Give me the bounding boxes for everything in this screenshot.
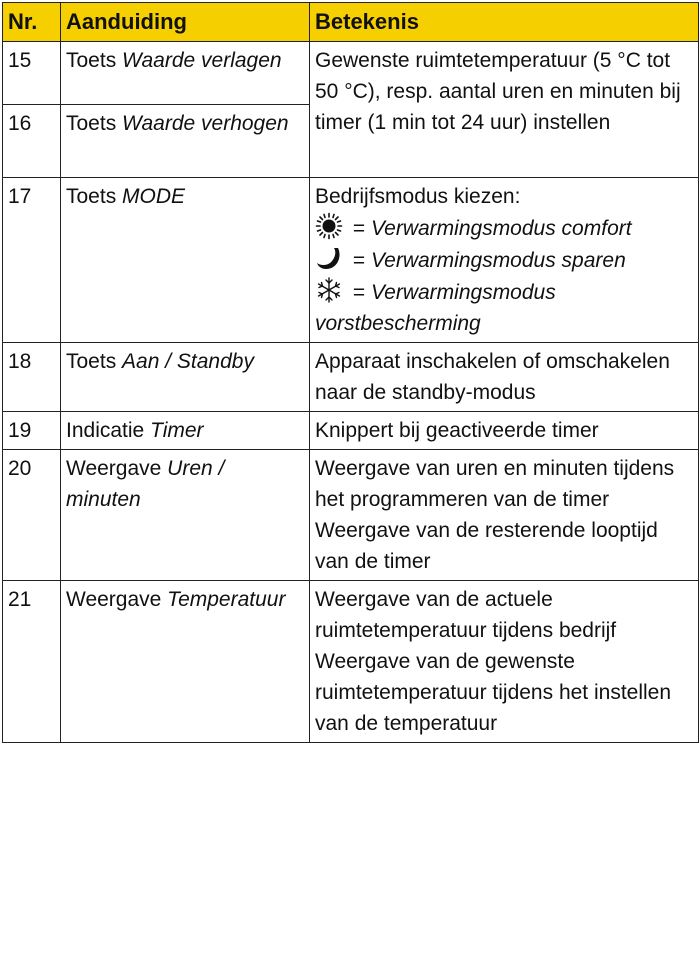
table-row: [3, 178, 699, 343]
designation-name: Aan / Standby: [122, 350, 254, 373]
header-aanduiding: Aanduiding: [61, 3, 310, 42]
row-number: 20: [3, 450, 61, 581]
row-number: 18: [3, 343, 61, 412]
row-meaning: Knippert bij geactiveerde timer: [310, 412, 699, 450]
row-number: 17: [3, 178, 61, 343]
table-row: [3, 412, 699, 450]
mode-sparen: = Verwarmingsmodus sparen: [315, 244, 693, 276]
row-designation: Indicatie Timer: [61, 412, 310, 450]
row-designation: Toets Aan / Standby: [61, 343, 310, 412]
table-row: [3, 581, 699, 743]
table-row: [3, 42, 699, 105]
row-meaning: [310, 178, 699, 343]
row-number: 16: [3, 105, 61, 178]
row-meaning: Apparaat inschakelen of omschakelen naar de standby-modus: [310, 343, 699, 412]
row-designation: Weergave Temperatuur: [61, 581, 310, 743]
table-row: [3, 450, 699, 581]
row-designation: Weergave Uren / minuten: [61, 450, 310, 581]
designation-name: Timer: [150, 419, 204, 442]
row-meaning: Gewenste ruimtetemperatuur (5 °C tot 50 °C), resp. aantal uren en minuten bij timer (1 min tot 24 uur) instellen: [310, 42, 699, 178]
sun-icon: [315, 212, 343, 240]
row-number: 21: [3, 581, 61, 743]
designation-name: MODE: [122, 185, 186, 208]
meaning-line: Weergave van de resterende looptijd van de timer: [315, 519, 658, 573]
row-meaning: [310, 581, 699, 743]
row-designation: Toets MODE: [61, 178, 310, 343]
legend-table: [2, 2, 699, 743]
mode-intro: Bedrijfsmodus kiezen:: [315, 185, 521, 208]
moon-icon: [315, 244, 343, 272]
header-betekenis: Betekenis: [310, 3, 699, 42]
row-meaning: [310, 450, 699, 581]
row-designation: Toets Waarde verlagen: [61, 42, 310, 105]
row-number: 19: [3, 412, 61, 450]
header-nr: Nr.: [3, 3, 61, 42]
designation-name: Waarde verhogen: [122, 112, 289, 135]
row-number: 15: [3, 42, 61, 105]
table-header-row: [3, 3, 699, 42]
designation-name: Waarde verlagen: [122, 49, 282, 72]
designation-name: Temperatuur: [167, 588, 286, 611]
mode-comfort: = Verwarmingsmodus comfort: [315, 212, 693, 244]
meaning-line: Weergave van uren en minuten tijdens het programmeren van de timer: [315, 457, 675, 511]
row-designation: Toets Waarde verhogen: [61, 105, 310, 178]
mode-vorst: = Verwarmingsmodus vorstbescherming: [315, 276, 693, 339]
designation-name: Uren / minuten: [66, 457, 225, 511]
table-row: [3, 343, 699, 412]
snowflake-icon: [315, 276, 343, 304]
meaning-line: Weergave van de gewenste ruimtetemperatuur tijdens het instellen van de temperatuur: [315, 650, 672, 735]
meaning-line: Weergave van de actuele ruimtetemperatuur tijdens bedrijf: [315, 588, 617, 642]
